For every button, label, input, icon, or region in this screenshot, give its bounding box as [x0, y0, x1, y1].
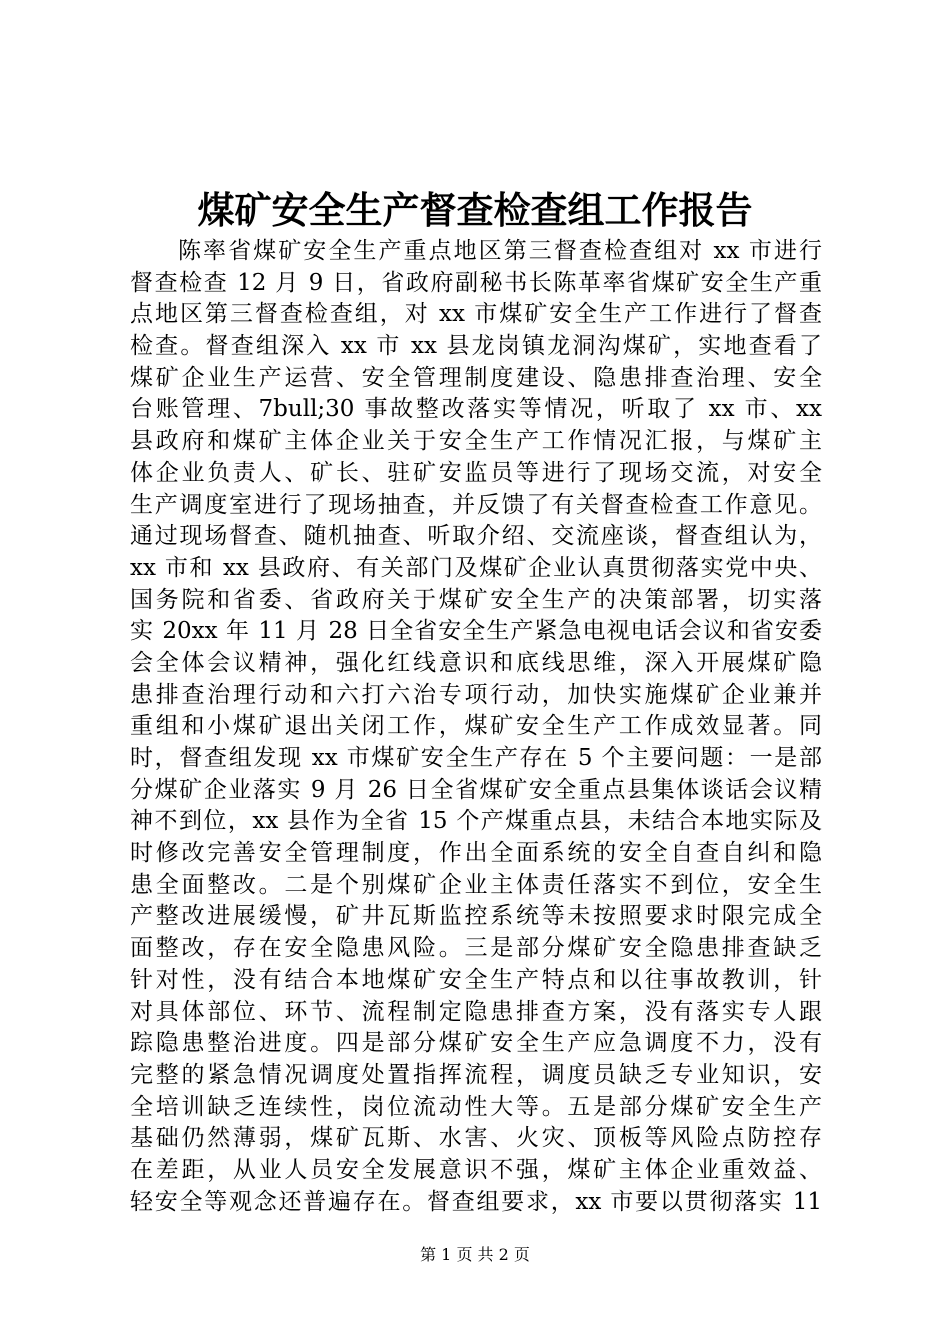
- body-line: 轻安全等观念还普遍存在。督查组要求，xx 市要以贯彻落实 11: [130, 1188, 822, 1215]
- body-line: 分煤矿企业落实 9 月 26 日全省煤矿安全重点县集体谈话会议精: [130, 776, 822, 803]
- body-line: 完整的紧急情况调度处置指挥流程，调度员缺乏专业知识，安: [130, 1061, 822, 1088]
- body-line: 检查。督查组深入 xx 市 xx 县龙岗镇龙洞沟煤矿，实地查看了: [130, 333, 822, 360]
- body-line: 陈率省煤矿安全生产重点地区第三督查检查组对 xx 市进行: [178, 238, 822, 264]
- body-line: 会全体会议精神，强化红线意识和底线思维，深入开展煤矿隐: [130, 649, 822, 676]
- body-line: 患全面整改。二是个别煤矿企业主体责任落实不到位，安全生: [130, 871, 822, 898]
- body-line: 基础仍然薄弱，煤矿瓦斯、水害、火灾、顶板等风险点防控存: [130, 1125, 822, 1152]
- body-line: 体企业负责人、矿长、驻矿安监员等进行了现场交流，对安全: [130, 459, 822, 486]
- body-line: 点地区第三督查检查组，对 xx 市煤矿安全生产工作进行了督查: [130, 301, 822, 328]
- body-line: 神不到位，xx 县作为全省 15 个产煤重点县，未结合本地实际及: [130, 808, 822, 835]
- body-line: 对具体部位、环节、流程制定隐患排查方案，没有落实专人跟: [130, 998, 822, 1025]
- body-line: 患排查治理行动和六打六治专项行动，加快实施煤矿企业兼并: [130, 681, 822, 708]
- body-line: 生产调度室进行了现场抽查，并反馈了有关督查检查工作意见。: [130, 491, 822, 518]
- body-line: 全培训缺乏连续性，岗位流动性大等。五是部分煤矿安全生产: [130, 1093, 822, 1120]
- body-line: 时修改完善安全管理制度，作出全面系统的安全自查自纠和隐: [130, 840, 822, 867]
- body-line: 台账管理、7bull;30 事故整改落实等情况，听取了 xx 市、xx: [130, 396, 822, 423]
- body-line: 面整改，存在安全隐患风险。三是部分煤矿安全隐患排查缺乏: [130, 935, 822, 962]
- document-body: [130, 236, 822, 1218]
- body-line: 时，督查组发现 xx 市煤矿安全生产存在 5 个主要问题：一是部: [130, 745, 822, 771]
- body-line: 针对性，没有结合本地煤矿安全生产特点和以往事故教训，针: [130, 966, 822, 993]
- body-line: 重组和小煤矿退出关闭工作，煤矿安全生产工作成效显著。同: [130, 713, 822, 740]
- document-title: 煤矿安全生产督查检查组工作报告: [197, 188, 753, 232]
- body-line: 通过现场督查、随机抽查、听取介绍、交流座谈，督查组认为，: [130, 523, 822, 550]
- body-line: 在差距，从业人员安全发展意识不强，煤矿主体企业重效益、: [130, 1156, 822, 1183]
- page-footer: [0, 1244, 950, 1266]
- page-number-label: 第 1 页 共 2 页: [420, 1245, 530, 1264]
- body-line: 县政府和煤矿主体企业关于安全生产工作情况汇报，与煤矿主: [130, 428, 822, 455]
- body-line: 产整改进展缓慢，矿井瓦斯监控系统等未按照要求时限完成全: [130, 903, 822, 930]
- body-line: 踪隐患整治进度。四是部分煤矿安全生产应急调度不力，没有: [130, 1030, 822, 1057]
- body-line: 国务院和省委、省政府关于煤矿安全生产的决策部署，切实落: [130, 586, 822, 613]
- body-line: 实 20xx 年 11 月 28 日全省安全生产紧急电视电话会议和省安委: [130, 618, 822, 645]
- body-line: 煤矿企业生产运营、安全管理制度建设、隐患排查治理、安全: [130, 364, 822, 391]
- body-line: 督查检查 12 月 9 日，省政府副秘书长陈革率省煤矿安全生产重: [130, 269, 822, 296]
- body-line: xx 市和 xx 县政府、有关部门及煤矿企业认真贯彻落实党中央、: [130, 554, 822, 581]
